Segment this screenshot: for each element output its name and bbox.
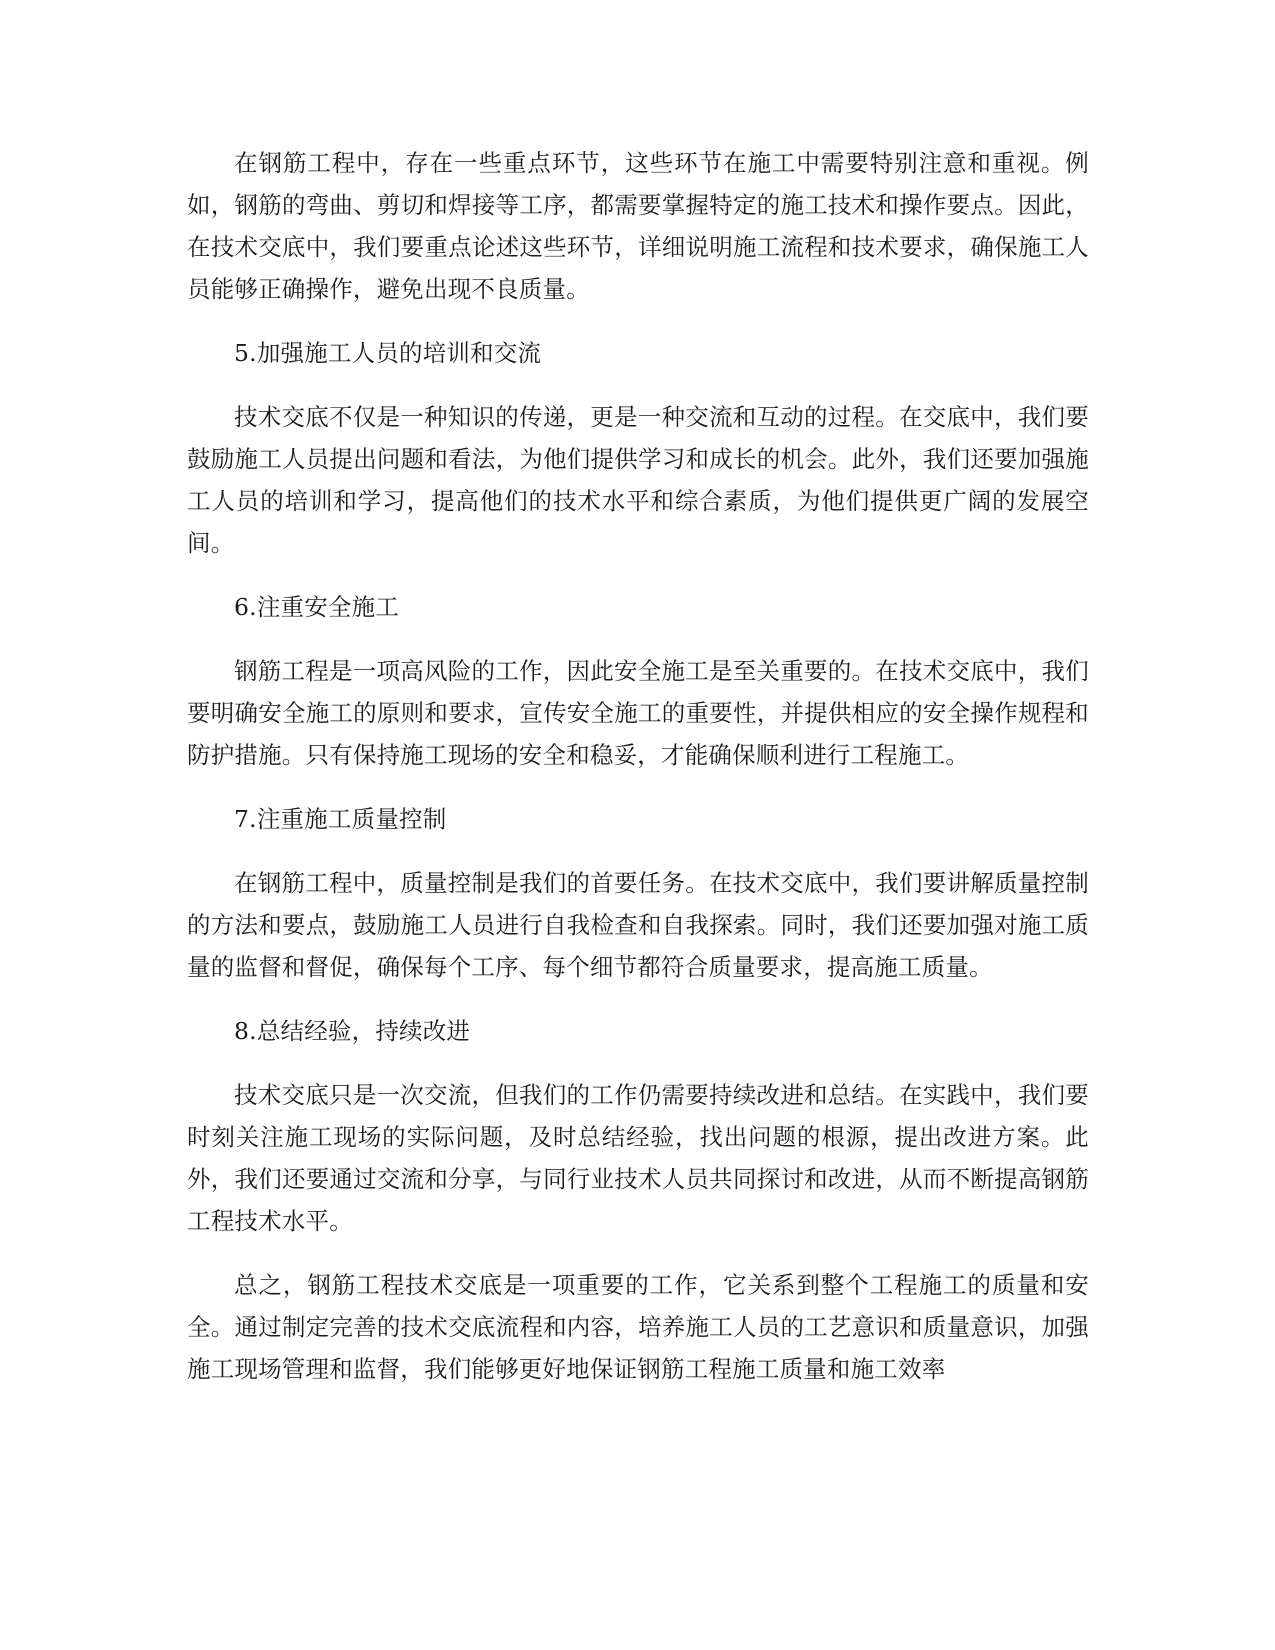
paragraph-quality-control: 在钢筋工程中，质量控制是我们的首要任务。在技术交底中，我们要讲解质量控制的方法和要点，鼓励施工人员进行自我检查和自我探索。同时，我们还要加强对施工质量的监督和督促，确保每个工序、每个细节都符合质量要求，提高施工质量。 [187, 869, 1089, 981]
paragraph-training: 技术交底不仅是一种知识的传递，更是一种交流和互动的过程。在交底中，我们要鼓励施工人员提出问题和看法，为他们提供学习和成长的机会。此外，我们还要加强施工人员的培训和学习，提高他们的技术水平和综合素质，为他们提供更广阔的发展空间。 [187, 403, 1089, 557]
heading-training: 5.加强施工人员的培训和交流 [234, 339, 542, 367]
paragraph-conclusion: 总之，钢筋工程技术交底是一项重要的工作，它关系到整个工程施工的质量和安全。通过制定完善的技术交底流程和内容，培养施工人员的工艺意识和质量意识，加强施工现场管理和监督，我们能够更好地保证钢筋工程施工质量和施工效率 [187, 1271, 1089, 1383]
paragraph-key-steps: 在钢筋工程中，存在一些重点环节，这些环节在施工中需要特别注意和重视。例如，钢筋的弯曲、剪切和焊接等工序，都需要掌握特定的施工技术和操作要点。因此，在技术交底中，我们要重点论述这些环节，详细说明施工流程和技术要求，确保施工人员能够正确操作，避免出现不良质量。 [187, 149, 1089, 303]
heading-quality-control: 7.注重施工质量控制 [234, 805, 447, 833]
document-body [187, 142, 1089, 1412]
heading-continuous-improvement: 8.总结经验，持续改进 [234, 1017, 471, 1045]
heading-safety: 6.注重安全施工 [234, 593, 400, 621]
paragraph-safety: 钢筋工程是一项高风险的工作，因此安全施工是至关重要的。在技术交底中，我们要明确安全施工的原则和要求，宣传安全施工的重要性，并提供相应的安全操作规程和防护措施。只有保持施工现场的安全和稳妥，才能确保顺利进行工程施工。 [187, 657, 1089, 769]
paragraph-continuous-improvement: 技术交底只是一次交流，但我们的工作仍需要持续改进和总结。在实践中，我们要时刻关注施工现场的实际问题，及时总结经验，找出问题的根源，提出改进方案。此外，我们还要通过交流和分享，与同行业技术人员共同探讨和改进，从而不断提高钢筋工程技术水平。 [187, 1081, 1089, 1235]
